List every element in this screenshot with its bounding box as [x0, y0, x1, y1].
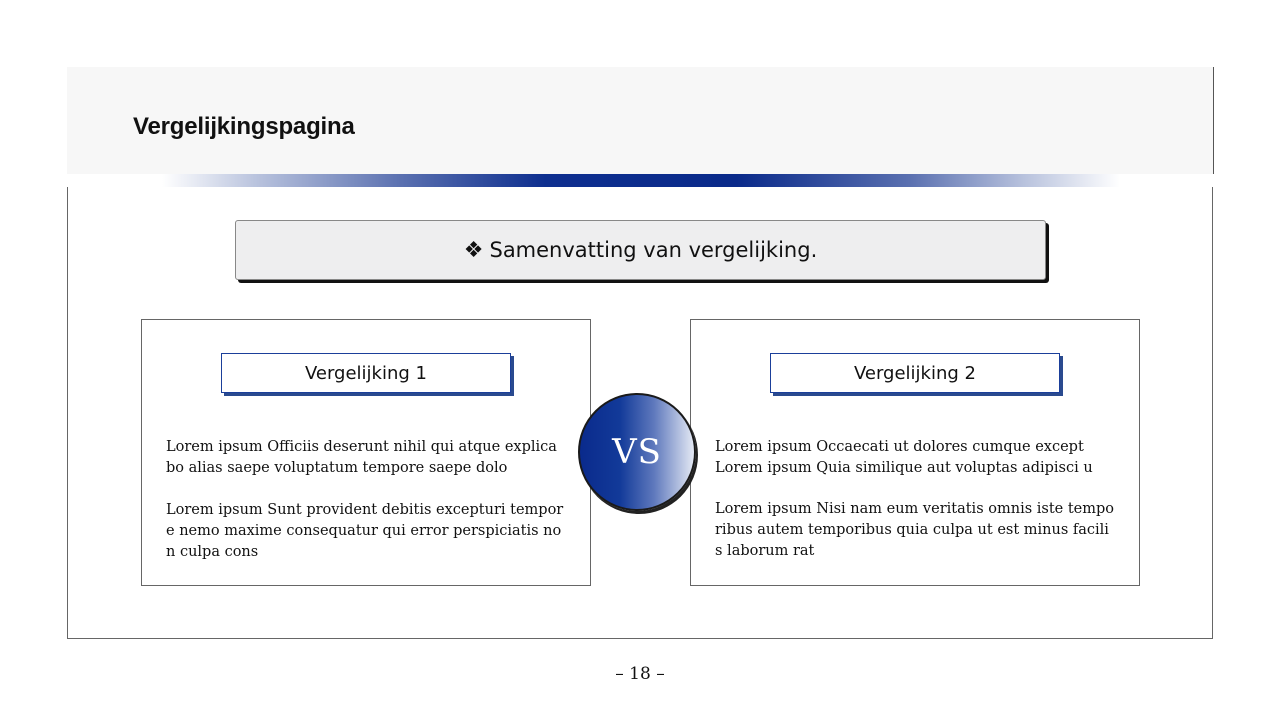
gradient-divider: [162, 174, 1120, 187]
page-number: – 18 –: [615, 664, 665, 684]
text-line: Lorem ipsum Occaecati ut dolores cumque except: [715, 439, 1084, 455]
text-line: Lorem ipsum Officiis deserunt nihil qui atque explica: [166, 439, 557, 455]
diamond-bullet-icon: ❖: [463, 237, 484, 263]
summary-text: Samenvatting van vergelijking.: [489, 238, 818, 262]
text-line: e nemo maxime consequatur qui error perspiciatis no: [166, 523, 562, 539]
vs-label: VS: [612, 432, 662, 472]
text-line: n culpa cons: [166, 544, 259, 560]
comparison-2-label: Vergelijking 2: [770, 353, 1060, 393]
comparison-1-label: Vergelijking 1: [221, 353, 511, 393]
comparison-2-paragraph-1: [715, 437, 1125, 479]
text-line: bo alias saepe voluptatum tempore saepe dolo: [166, 460, 508, 476]
comparison-2-paragraph-2: [715, 499, 1125, 562]
text-line: ribus autem temporibus quia culpa ut est minus facili: [715, 522, 1109, 538]
header-divider: [1213, 67, 1214, 174]
text-line: Lorem ipsum Quia similique aut voluptas adipisci u: [715, 460, 1093, 476]
comparison-1-paragraph-2: [166, 500, 576, 563]
text-line: s laborum rat: [715, 543, 815, 559]
page-title: Vergelijkingspagina: [133, 113, 355, 140]
text-line: Lorem ipsum Sunt provident debitis excepturi tempor: [166, 502, 564, 518]
comparison-1-paragraph-1: [166, 437, 576, 479]
text-line: Lorem ipsum Nisi nam eum veritatis omnis iste tempo: [715, 501, 1115, 517]
summary-banner: [235, 220, 1046, 280]
vs-badge: [578, 393, 696, 511]
